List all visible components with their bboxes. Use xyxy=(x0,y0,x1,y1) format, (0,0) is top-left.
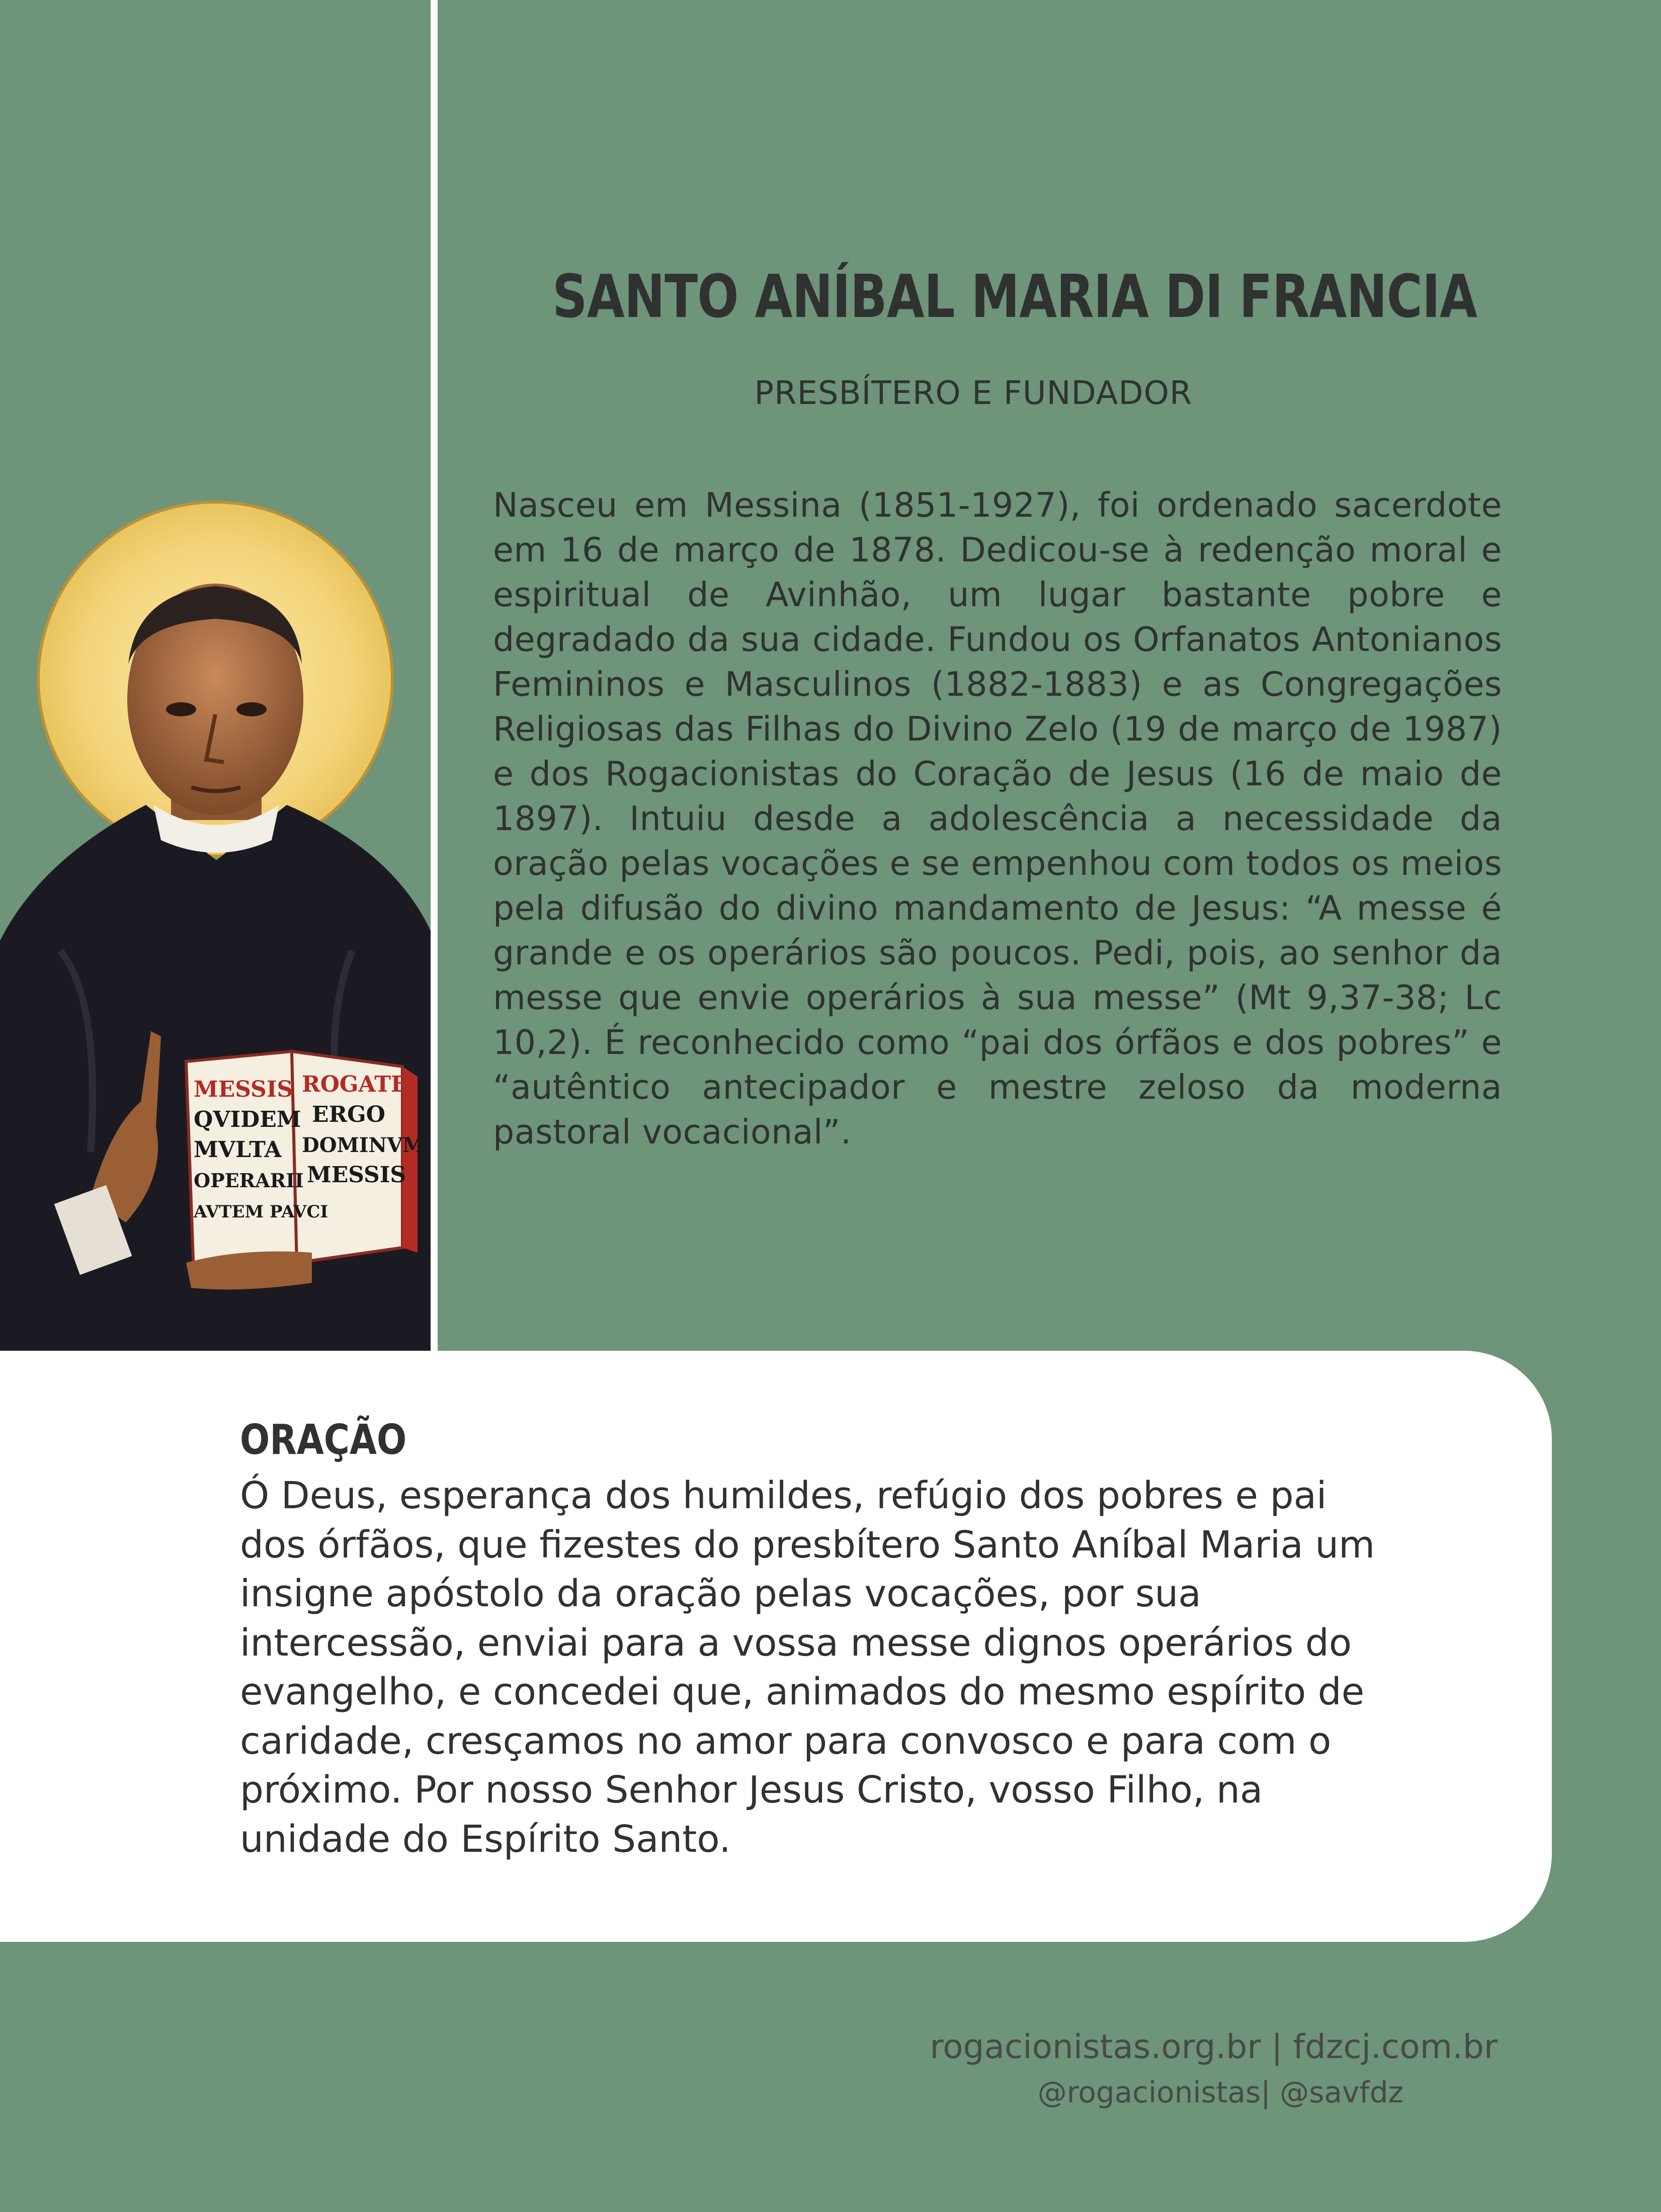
book-line-left-1: QVIDEM xyxy=(194,1107,301,1132)
footer-websites: rogacionistas.org.br | fdzcj.com.br xyxy=(930,2027,1498,2066)
book-line-left-2: MVLTA xyxy=(194,1137,282,1163)
saint-subtitle: PRESBÍTERO E FUNDADOR xyxy=(754,375,1193,412)
book-shape xyxy=(186,1051,425,1273)
prayer-heading: ORAÇÃO xyxy=(240,1416,407,1464)
saint-name-title: SANTO ANÍBAL MARIA DI FRANCIA xyxy=(552,262,1477,331)
book-line-left-4: AVTEM PAVCI xyxy=(194,1202,328,1222)
prayer-text: Ó Deus, esperança dos humildes, refúgio dos pobres e pai dos órfãos, que fizestes do presbítero Santo Aníbal Maria um insigne apóstolo da oração pelas vocações, por sua intercessão, enviai para a vossa messe dignos operários do evangelho, e concedei que, animados do mesmo espírito de caridade, cresçamos no amor para convosco e para com o próximo. Por nosso Senhor Jesus Cristo, vosso Filho, na unidade do Espírito Santo. xyxy=(240,1474,1375,1861)
book-line-right-1: ERGO xyxy=(312,1102,386,1127)
footer-social-handles: @rogacionistas| @savfdz xyxy=(1037,2075,1403,2109)
book-line-right-2: DOMINVM xyxy=(302,1133,425,1157)
book-line-left-0: MESSIS xyxy=(194,1077,293,1102)
biography-paragraph: Nasceu em Messina (1851-1927), foi ordenado sacerdote em 16 de março de 1878. Dedicou-se à redenção moral e espiritual de Avinhão, um lugar bastante pobre e degradado da sua cidade. Fundou os Orfanatos Antonianos Femininos e Masculinos (1882-1883) e as Congregações Religiosas das Filhas do Divino Zelo (19 de março de 1987) e dos Rogacionistas do Coração de Jesus (16 de maio de 1897). Intuiu desde a adolescência a necessidade da oração pelas vocações e se empenhou com todos os meios pela difusão do divino mandamento de Jesus: “A messe é grande e os operários são poucos. Pedi, pois, ao senhor da messe que envie operários à sua messe” (Mt 9,37-38; Lc 10,2). É reconhecido como “pai dos órfãos e dos pobres” e “autêntico antecipador e mestre zeloso da moderna pastoral vocacional”. xyxy=(493,485,1502,1152)
book-line-right-3: MESSIS xyxy=(307,1162,406,1188)
saint-portrait xyxy=(0,498,431,1351)
book-line-left-3: OPERARII xyxy=(194,1169,304,1192)
vertical-divider xyxy=(431,0,438,1351)
book-line-right-0: ROGATE xyxy=(302,1072,408,1097)
